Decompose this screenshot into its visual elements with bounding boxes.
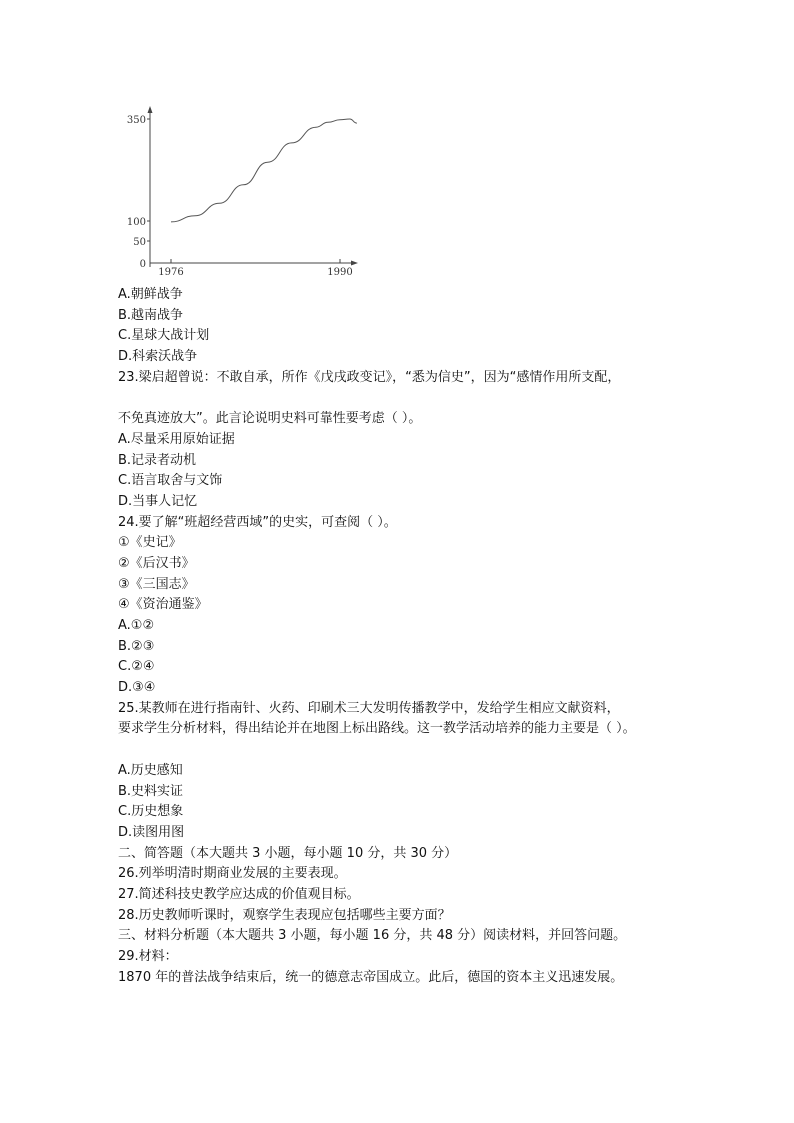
y-tick-label: 100 <box>126 217 146 228</box>
option-c: C.星球大战计划 <box>118 328 210 344</box>
option-d: D.当事人记忆 <box>118 493 198 509</box>
section-heading-material-analysis: 三、材料分析题（本大题共 3 小题，每小题 16 分，共 48 分）阅读材料，并回答问题。 <box>118 928 627 944</box>
option-d: D.③④ <box>118 680 156 696</box>
option-a: A.朝鲜战争 <box>118 287 183 302</box>
option-b: B.记录者动机 <box>118 452 197 468</box>
source-item: ①《史记》 <box>118 535 182 551</box>
option-b: B.②③ <box>118 638 155 654</box>
x-tick-label: 1990 <box>327 267 353 278</box>
option-a: A.历史感知 <box>118 762 183 778</box>
option-c: C.②④ <box>118 659 155 675</box>
y-tick-label: 0 <box>139 259 146 270</box>
y-tick-label: 50 <box>133 237 146 248</box>
question-26: 26.列举明清时期商业发展的主要表现。 <box>118 866 347 882</box>
question-25-stem: 25.某教师在进行指南针、火药、印刷术三大发明传播教学中，发给学生相应文献资料， <box>118 700 620 716</box>
option-b: B.越南战争 <box>118 307 184 323</box>
question-25-stem-continued: 要求学生分析材料，得出结论并在地图上标出路线。这一教学活动培养的能力主要是（ ）。 <box>118 721 636 737</box>
option-c: C.语言取舍与文饰 <box>118 473 223 489</box>
source-item: ④《资治通鉴》 <box>118 597 208 613</box>
option-a: A.①② <box>118 618 155 633</box>
question-document <box>118 285 718 988</box>
option-b: B.史料实证 <box>118 783 184 799</box>
y-axis-arrow <box>148 106 153 113</box>
question-23-stem: 23.梁启超曾说：不敢自承，所作《戊戌政变记》，“悉为信史”，因为“感情作用所支配， <box>118 369 621 385</box>
section-heading-short-answer: 二、简答题（本大题共 3 小题，每小题 10 分，共 30 分） <box>118 845 458 861</box>
source-item: ③《三国志》 <box>118 576 195 592</box>
option-d: D.科索沃战争 <box>118 349 198 365</box>
question-24-stem: 24.要了解“班超经营西域”的史实，可查阅（ ）。 <box>118 514 397 530</box>
question-23-stem-continued: 不免真迹放大”。此言论说明史料可靠性要考虑（ ）。 <box>118 411 422 427</box>
x-tick-label: 1976 <box>158 267 184 278</box>
series-line <box>171 119 357 222</box>
option-d: D.读图用图 <box>118 824 185 840</box>
x-axis-arrow <box>351 261 358 266</box>
question-28: 28.历史教师听课时，观察学生表现应包括哪些主要方面？ <box>118 907 451 923</box>
question-29-label: 29.材料： <box>118 949 178 964</box>
source-item: ②《后汉书》 <box>118 555 195 571</box>
option-c: C.历史想象 <box>118 804 184 820</box>
y-tick-label: 350 <box>126 115 146 126</box>
line-chart <box>118 104 368 279</box>
question-27: 27.简述科技史教学应达成的价值观目标。 <box>118 886 360 902</box>
option-a: A.尽量采用原始证据 <box>118 431 235 447</box>
question-29-material: 1870 年的普法战争结束后，统一的德意志帝国成立。此后，德国的资本主义迅速发展。 <box>118 969 624 985</box>
